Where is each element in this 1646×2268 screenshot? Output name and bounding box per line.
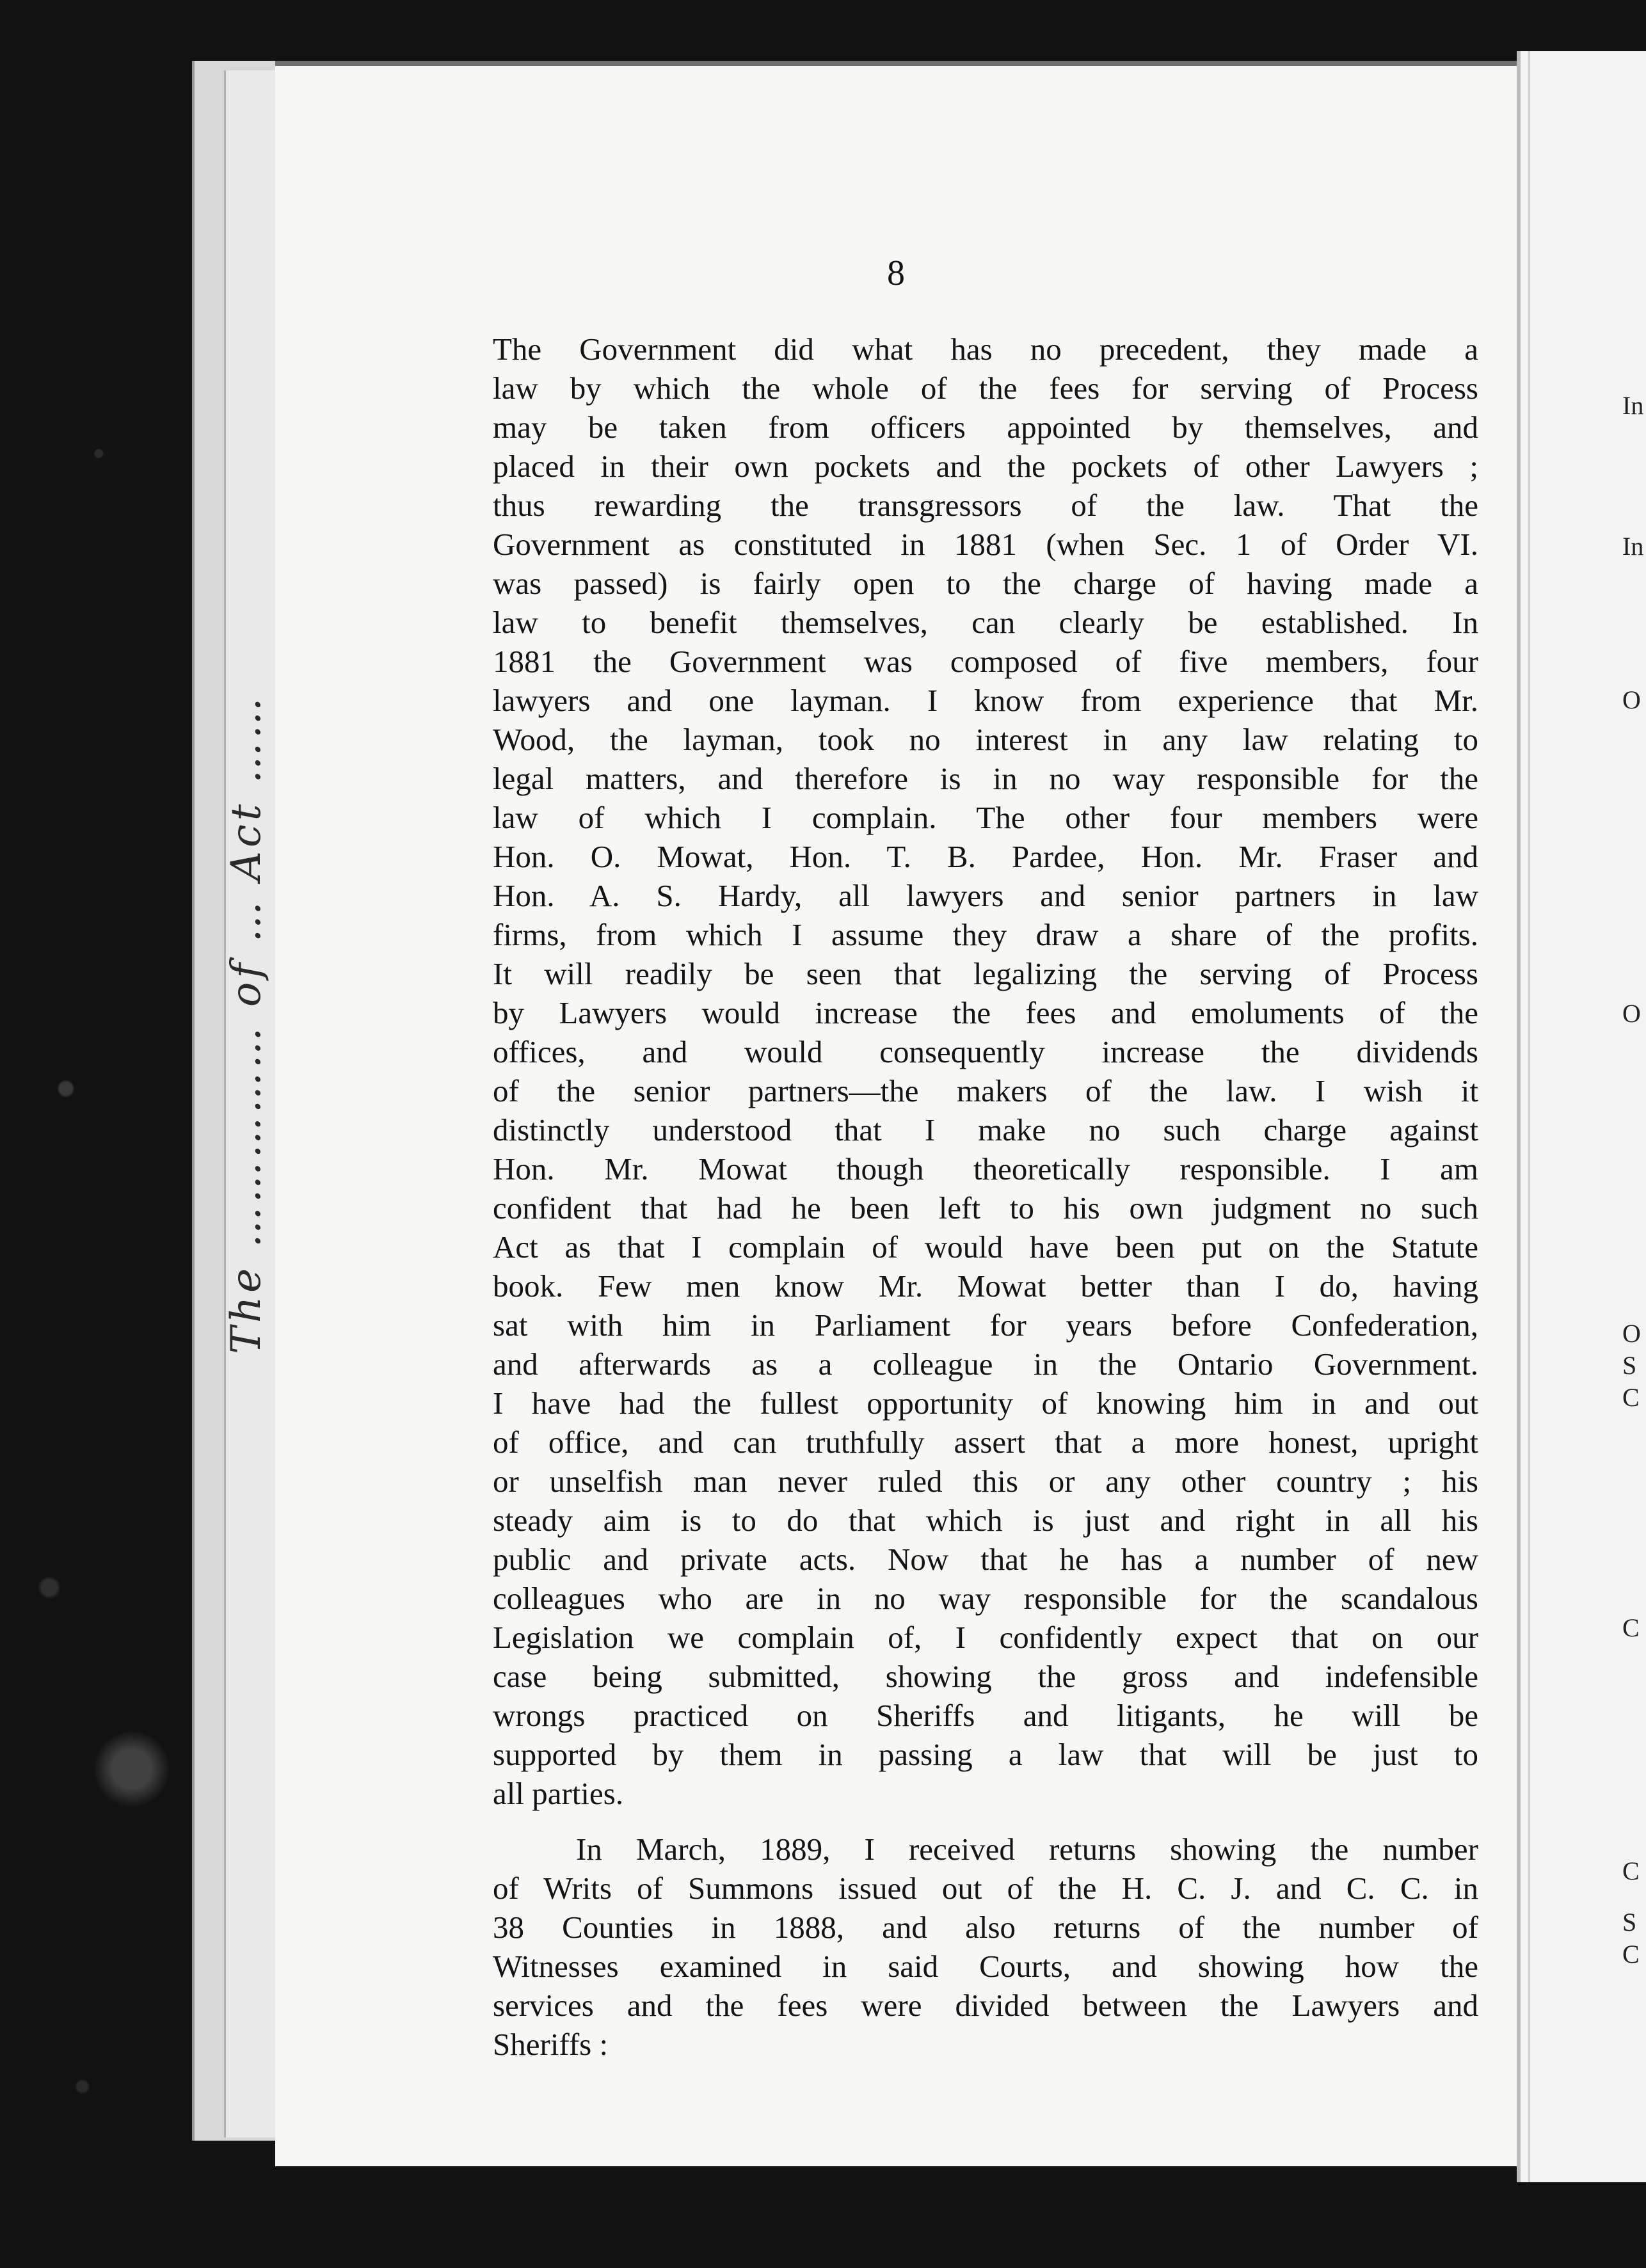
text-line: The Government did what has no precedent, they made a xyxy=(493,331,1478,367)
text-line: distinctly understood that I make no such charge against xyxy=(493,1112,1478,1147)
text-line: services and the fees were divided between the Lawyers and xyxy=(493,1988,1478,2023)
text-line: Wood, the layman, took no interest in any law relating to xyxy=(493,722,1478,757)
text-line: of Writs of Summons issued out of the H. C. J. and C. C. in xyxy=(493,1871,1478,1906)
text-line: case being submitted, showing the gross and indefensible xyxy=(493,1659,1478,1694)
text-line: sat with him in Parliament for years before Confederation, xyxy=(493,1307,1478,1343)
text-line: by Lawyers would increase the fees and emoluments of the xyxy=(493,995,1478,1030)
text-line: I have had the fullest opportunity of knowing him in and out xyxy=(493,1386,1478,1421)
text-line: placed in their own pockets and the pockets of other Lawyers ; xyxy=(493,449,1478,484)
body-text xyxy=(493,330,1478,2064)
text-line: lawyers and one layman. I know from experience that Mr. xyxy=(493,683,1478,718)
text-line: offices, and would consequently increase the dividends xyxy=(493,1034,1478,1069)
margin-letter: S xyxy=(1622,1908,1637,1937)
text-line: was passed) is fairly open to the charge of having made a xyxy=(493,566,1478,601)
text-line: thus rewarding the transgressors of the law. That the xyxy=(493,488,1478,523)
text-line: supported by them in passing a law that will be just to xyxy=(493,1737,1478,1772)
margin-letter: O xyxy=(1622,999,1641,1028)
text-line: legal matters, and therefore is in no way responsible for the xyxy=(493,761,1478,796)
text-line: Hon. Mr. Mowat though theoretically responsible. I am xyxy=(493,1151,1478,1186)
document-page xyxy=(275,61,1517,2166)
margin-letter: C xyxy=(1622,1383,1640,1412)
text-line: 1881 the Government was composed of five members, four xyxy=(493,644,1478,679)
margin-letter: O xyxy=(1622,1319,1641,1348)
margin-letter: In xyxy=(1622,532,1644,561)
margin-letter: C xyxy=(1622,1940,1640,1969)
margin-letter: C xyxy=(1622,1857,1640,1885)
margin-letter: S xyxy=(1622,1351,1637,1380)
text-line: Government as constituted in 1881 (when Sec. 1 of Order VI. xyxy=(493,527,1478,562)
text-line: may be taken from officers appointed by themselves, and xyxy=(493,410,1478,445)
text-line: law by which the whole of the fees for serving of Process xyxy=(493,371,1478,406)
text-line: or unselfish man never ruled this or any other country ; his xyxy=(493,1464,1478,1499)
text-line: all parties. xyxy=(493,1776,624,1811)
text-line: In March, 1889, I received returns showing the number xyxy=(576,1832,1478,1867)
page-number: 8 xyxy=(887,253,905,293)
handwritten-note-text: The …………… of … Act …… xyxy=(223,694,270,1354)
text-line: Legislation we complain of, I confidently expect that on our xyxy=(493,1620,1478,1655)
text-line: 38 Counties in 1888, and also returns of the number of xyxy=(493,1910,1478,1945)
paragraph-2 xyxy=(493,1830,1478,2064)
text-line: Hon. O. Mowat, Hon. T. B. Pardee, Hon. Mr. Fraser and xyxy=(493,839,1478,874)
text-line: of office, and can truthfully assert that a more honest, upright xyxy=(493,1425,1478,1460)
handwritten-margin-note xyxy=(211,96,282,1952)
text-line: book. Few men know Mr. Mowat better than I do, having xyxy=(493,1268,1478,1304)
text-line: Witnesses examined in said Courts, and showing how the xyxy=(493,1949,1478,1984)
text-line: and afterwards as a colleague in the Ontario Government. xyxy=(493,1346,1478,1382)
text-line: law of which I complain. The other four members were xyxy=(493,800,1478,835)
margin-letter: In xyxy=(1622,391,1644,420)
text-line: firms, from which I assume they draw a share of the profits. xyxy=(493,917,1478,952)
text-line: Act as that I complain of would have been put on the Statute xyxy=(493,1229,1478,1265)
text-line: public and private acts. Now that he has a number of new xyxy=(493,1542,1478,1577)
margin-letter: O xyxy=(1622,685,1641,714)
text-line: colleagues who are in no way responsible for the scandalous xyxy=(493,1581,1478,1616)
text-line: Hon. A. S. Hardy, all lawyers and senior partners in law xyxy=(493,878,1478,913)
paragraph-1 xyxy=(493,330,1478,1813)
text-line: law to benefit themselves, can clearly be established. In xyxy=(493,605,1478,640)
text-line: of the senior partners—the makers of the law. I wish it xyxy=(493,1073,1478,1108)
margin-letter: C xyxy=(1622,1613,1640,1642)
text-line: wrongs practiced on Sheriffs and litigants, he will be xyxy=(493,1698,1478,1733)
text-line: confident that had he been left to his own judgment no such xyxy=(493,1190,1478,1226)
text-line: steady aim is to do that which is just and right in all his xyxy=(493,1503,1478,1538)
text-line: Sheriffs : xyxy=(493,2027,609,2062)
text-line: It will readily be seen that legalizing the serving of Process xyxy=(493,956,1478,991)
